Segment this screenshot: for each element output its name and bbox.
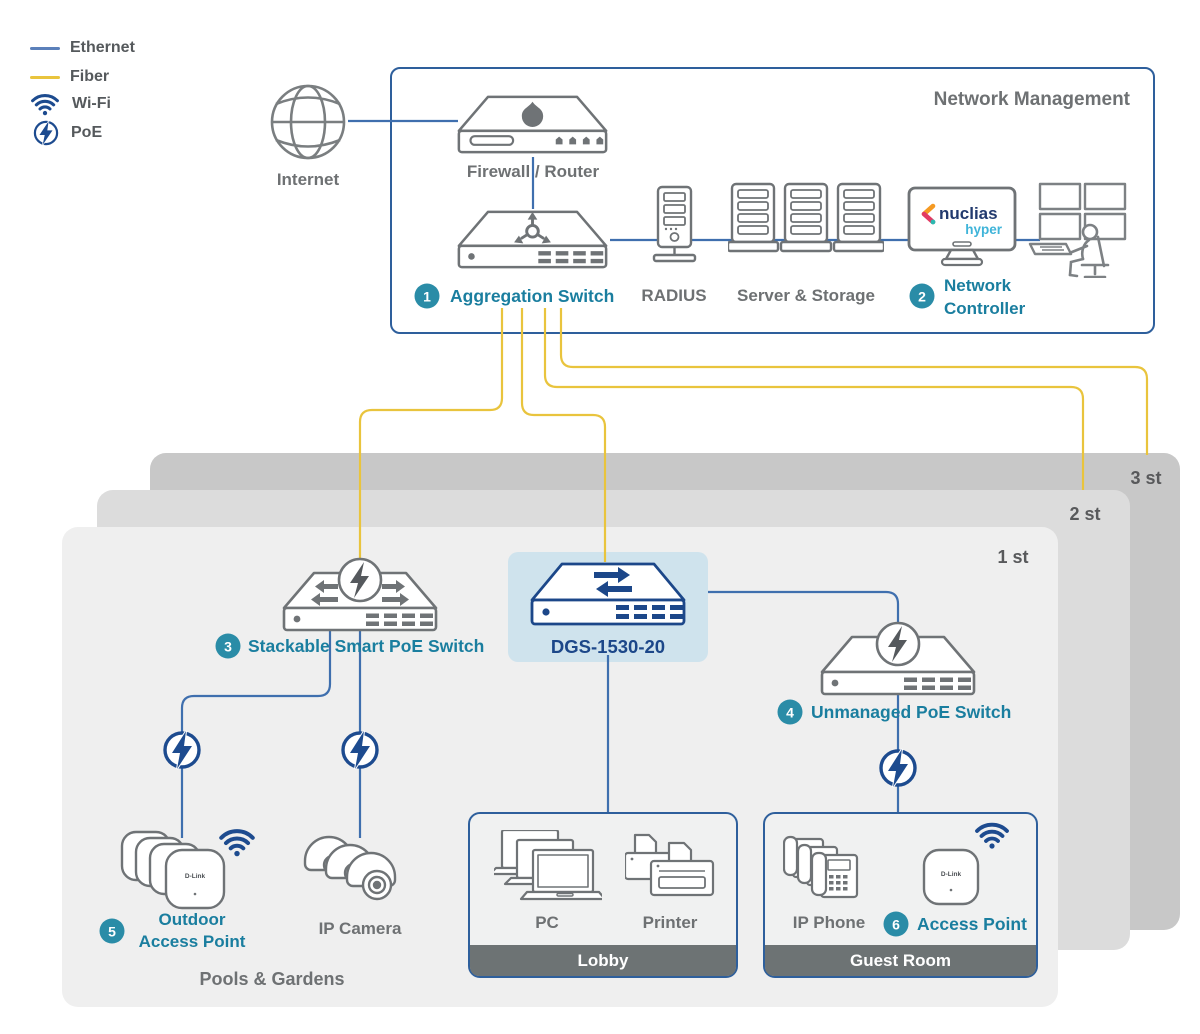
poe-inline-icon [159,727,205,773]
lobby-zone-band [470,945,736,976]
poe-badge-icon [877,623,919,665]
unmanaged-poe-switch-label: Unmanaged PoE Switch [811,702,1012,722]
network-controller-label [944,274,1025,320]
firewall-router-label: Firewall / Router [466,162,600,181]
svg-text:nuclias: nuclias [939,204,998,223]
floor-1-label: 1 st [997,547,1029,567]
svg-text:D-Link: D-Link [184,873,206,880]
wifi-icon [28,90,62,118]
wifi-icon [216,824,258,860]
poe-inline-icon [337,727,383,773]
legend-fiber [30,68,109,86]
internet-globe-icon [263,77,353,167]
wifi-icon [972,818,1012,852]
aggregation-switch-icon [455,208,610,272]
poe-inline-icon [875,745,921,791]
ip-camera-icon [303,833,421,913]
stackable-poe-switch-icon [275,548,445,638]
badge-6: 6 [884,912,909,937]
operator-workstation-icon [1028,182,1132,278]
outdoor-access-point-label-line2: Access Point [138,932,246,951]
badge-5: 5 [100,919,125,944]
access-point-icon [922,848,980,906]
radius-label: RADIUS [641,286,707,305]
aggregation-switch-label: Aggregation Switch [450,286,615,306]
pc-icon [494,830,602,910]
printer-label: Printer [642,913,698,932]
network-management-title: Network Management [933,89,1130,110]
guest-room-zone-band [765,945,1036,976]
pools-gardens-label: Pools & Gardens [199,969,345,989]
unmanaged-poe-switch-icon [813,612,983,702]
svg-text:D-Link: D-Link [940,871,962,878]
poe-badge-icon [339,559,381,601]
server-storage-label: Server & Storage [737,286,875,305]
svg-text:hyper: hyper [965,222,1002,237]
lobby-zone-label: Lobby [577,950,629,970]
printer-icon [625,833,721,909]
guest-room-zone-label: Guest Room [849,950,952,970]
badge-3: 3 [216,634,241,659]
ip-phone-label: IP Phone [792,913,866,932]
network-controller-label-line2: Controller [944,299,1026,318]
badge-1: 1 [415,284,440,309]
dgs-1530-20-icon [528,560,688,630]
ethernet-line-swatch [30,47,60,50]
poe-icon [31,118,61,148]
outdoor-access-point-label [139,909,246,953]
legend-ethernet-label: Ethernet [70,39,135,56]
floor-3-label: 3 st [1130,468,1162,488]
legend-fiber-label: Fiber [70,68,110,85]
radius-server-icon [648,185,700,267]
network-controller-label-line1: Network [944,276,1012,295]
internet-label: Internet [276,170,340,189]
legend-wifi [28,90,111,118]
legend-poe [31,118,102,148]
ip-camera-label: IP Camera [318,919,402,938]
fiber-line-swatch [30,76,60,79]
access-point-label: Access Point [917,914,1027,934]
outdoor-access-point-label-line1: Outdoor [158,910,226,929]
badge-2: 2 [910,284,935,309]
legend-ethernet [30,39,135,57]
badge-4: 4 [778,700,803,725]
server-storage-icon [728,182,884,260]
dgs-1530-20-label: DGS-1530-20 [550,636,666,657]
firewall-router-icon [455,93,610,157]
legend-poe-label: PoE [71,124,103,141]
floor-2-label: 2 st [1069,504,1101,524]
stackable-poe-switch-label: Stackable Smart PoE Switch [248,636,485,656]
ip-phone-icon [783,835,877,911]
network-controller-icon [906,186,1018,268]
legend-wifi-label: Wi-Fi [72,95,111,112]
pc-label: PC [535,913,559,932]
